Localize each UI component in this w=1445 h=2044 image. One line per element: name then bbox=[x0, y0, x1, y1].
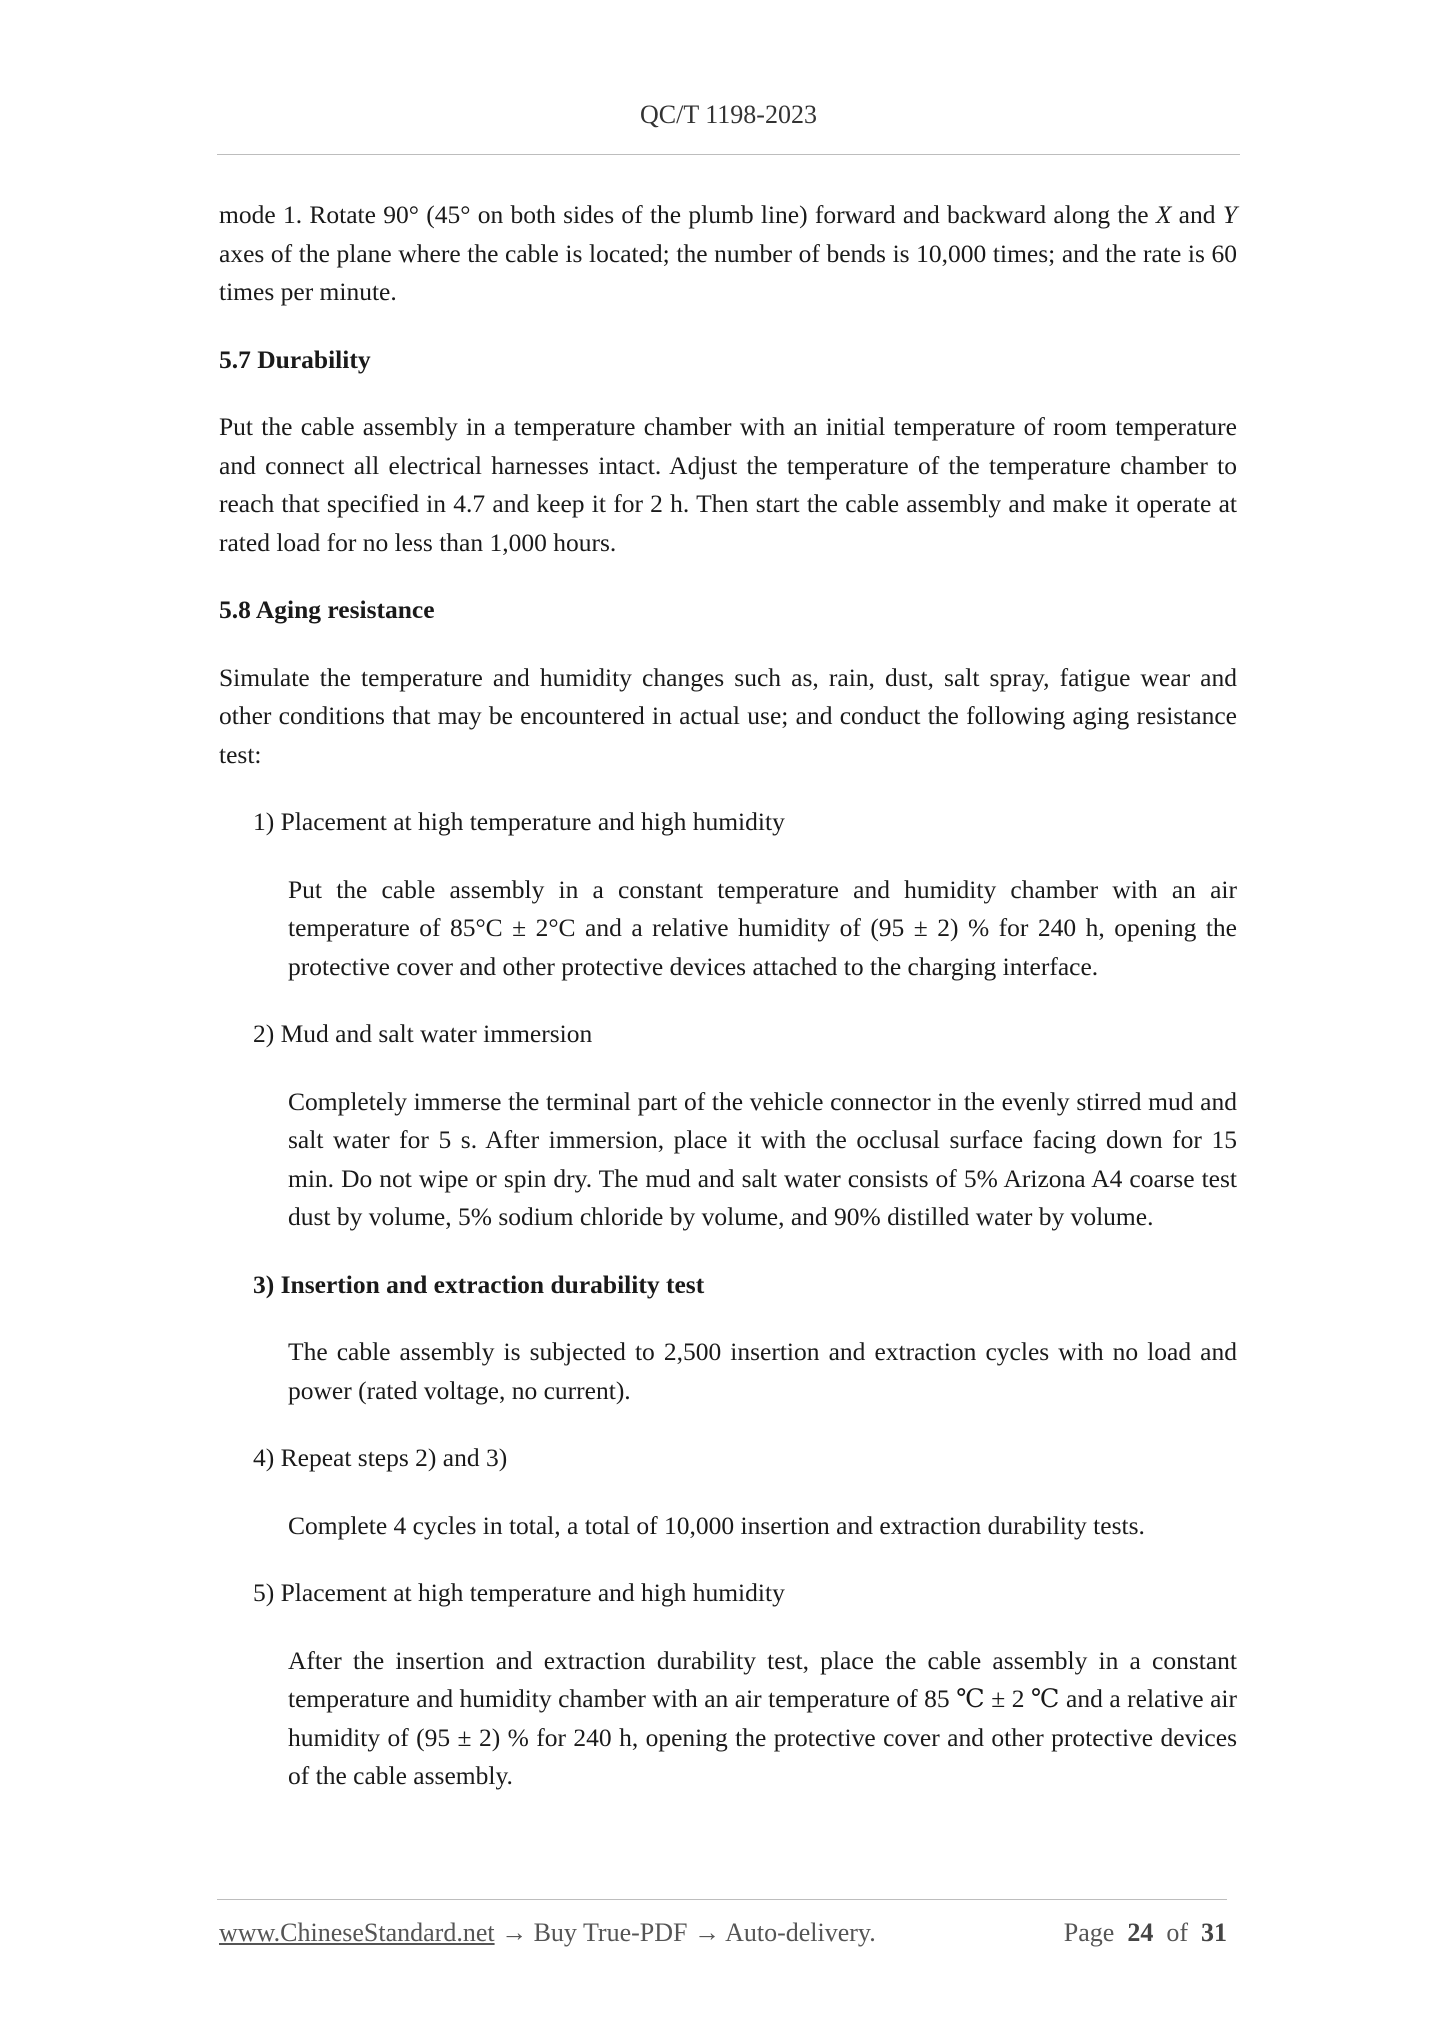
arrow-icon: → bbox=[687, 1918, 726, 1947]
item-body-4: Complete 4 cycles in total, a total of 10,000 insertion and extraction durability tests. bbox=[288, 1510, 1145, 1540]
intro-text-1: mode 1. Rotate 90° (45° on both sides of the plumb line) forward and backward along the bbox=[219, 200, 1156, 229]
arrow-icon: → bbox=[494, 1918, 534, 1947]
page-total: 31 bbox=[1201, 1918, 1227, 1947]
page-number bbox=[1064, 1918, 1227, 1948]
intro-text-2: and bbox=[1171, 200, 1223, 229]
axis-x-label: X bbox=[1155, 200, 1172, 229]
axis-y-label: Y bbox=[1222, 200, 1237, 229]
item-title-4: 4) Repeat steps 2) and 3) bbox=[253, 1443, 508, 1472]
buy-text: Buy True-PDF bbox=[533, 1918, 688, 1947]
section-body-aging: Simulate the temperature and humidity changes such as, rain, dust, salt spray, fatigue wear and other conditions that may be encountered in actual use; and conduct the following aging resistance test: bbox=[219, 662, 1237, 769]
site-link[interactable]: www.ChineseStandard.net bbox=[219, 1918, 495, 1947]
item-body-1: Put the cable assembly in a constant temperature and humidity chamber with an air temperature of 85°C ± 2°C and a relative humidity of (95 ± 2) % for 240 h, opening the protective cover and other protective devices attached to the charging interface. bbox=[288, 874, 1237, 981]
footer-divider bbox=[217, 1899, 1227, 1900]
page-current: 24 bbox=[1127, 1918, 1154, 1947]
section-heading-aging: 5.8 Aging resistance bbox=[219, 595, 435, 624]
item-title-5: 5) Placement at high temperature and high humidity bbox=[253, 1578, 785, 1607]
item-title-1: 1) Placement at high temperature and high humidity bbox=[253, 807, 785, 836]
item-body-3: The cable assembly is subjected to 2,500 insertion and extraction cycles with no load and power (rated voltage, no current). bbox=[288, 1337, 1237, 1405]
document-header: QC/T 1198-2023 bbox=[640, 100, 817, 129]
item-body-2: Completely immerse the terminal part of the vehicle connector in the evenly stirred mud and salt water for 5 s. After immersion, place it with the occlusal surface facing down for 15 min. Do not wipe or spin dry. The mud and salt water consists of 5% Arizona A4 coarse test dust by volume, 5% sodium chloride by volume, and 90% distilled water by volume. bbox=[288, 1086, 1237, 1231]
section-body-durability: Put the cable assembly in a temperature chamber with an initial temperature of room temperature and connect all electrical harnesses intact. Adjust the temperature of the temperature chamber to reach that specified in 4.7 and keep it for 2 h. Then start the cable assembly and make it operate at rated load for no less than 1,000 hours. bbox=[219, 412, 1237, 557]
page-footer bbox=[219, 1918, 1227, 1948]
section-heading-durability: 5.7 Durability bbox=[219, 344, 371, 374]
intro-text-3: axes of the plane where the cable is located; the number of bends is 10,000 times; and the rate is 60 times per minute. bbox=[219, 238, 1237, 306]
header-divider bbox=[217, 154, 1240, 155]
item-body-5: After the insertion and extraction durability test, place the cable assembly in a constant temperature and humidity chamber with an air temperature of 85 ℃ ± 2 ℃ and a relative air humidity of (95 ± 2) % for 240 h, opening the protective cover and other protective devices of the cable assembly. bbox=[288, 1645, 1237, 1790]
item-title-2: 2) Mud and salt water immersion bbox=[253, 1019, 593, 1048]
page-content bbox=[219, 196, 1237, 1825]
footer-promo bbox=[219, 1918, 876, 1948]
delivery-text: Auto-delivery. bbox=[725, 1918, 876, 1947]
page-label: Page bbox=[1063, 1918, 1115, 1947]
intro-paragraph bbox=[219, 196, 1237, 312]
item-title-3: 3) Insertion and extraction durability test bbox=[253, 1269, 705, 1299]
page-of: of bbox=[1166, 1918, 1188, 1947]
